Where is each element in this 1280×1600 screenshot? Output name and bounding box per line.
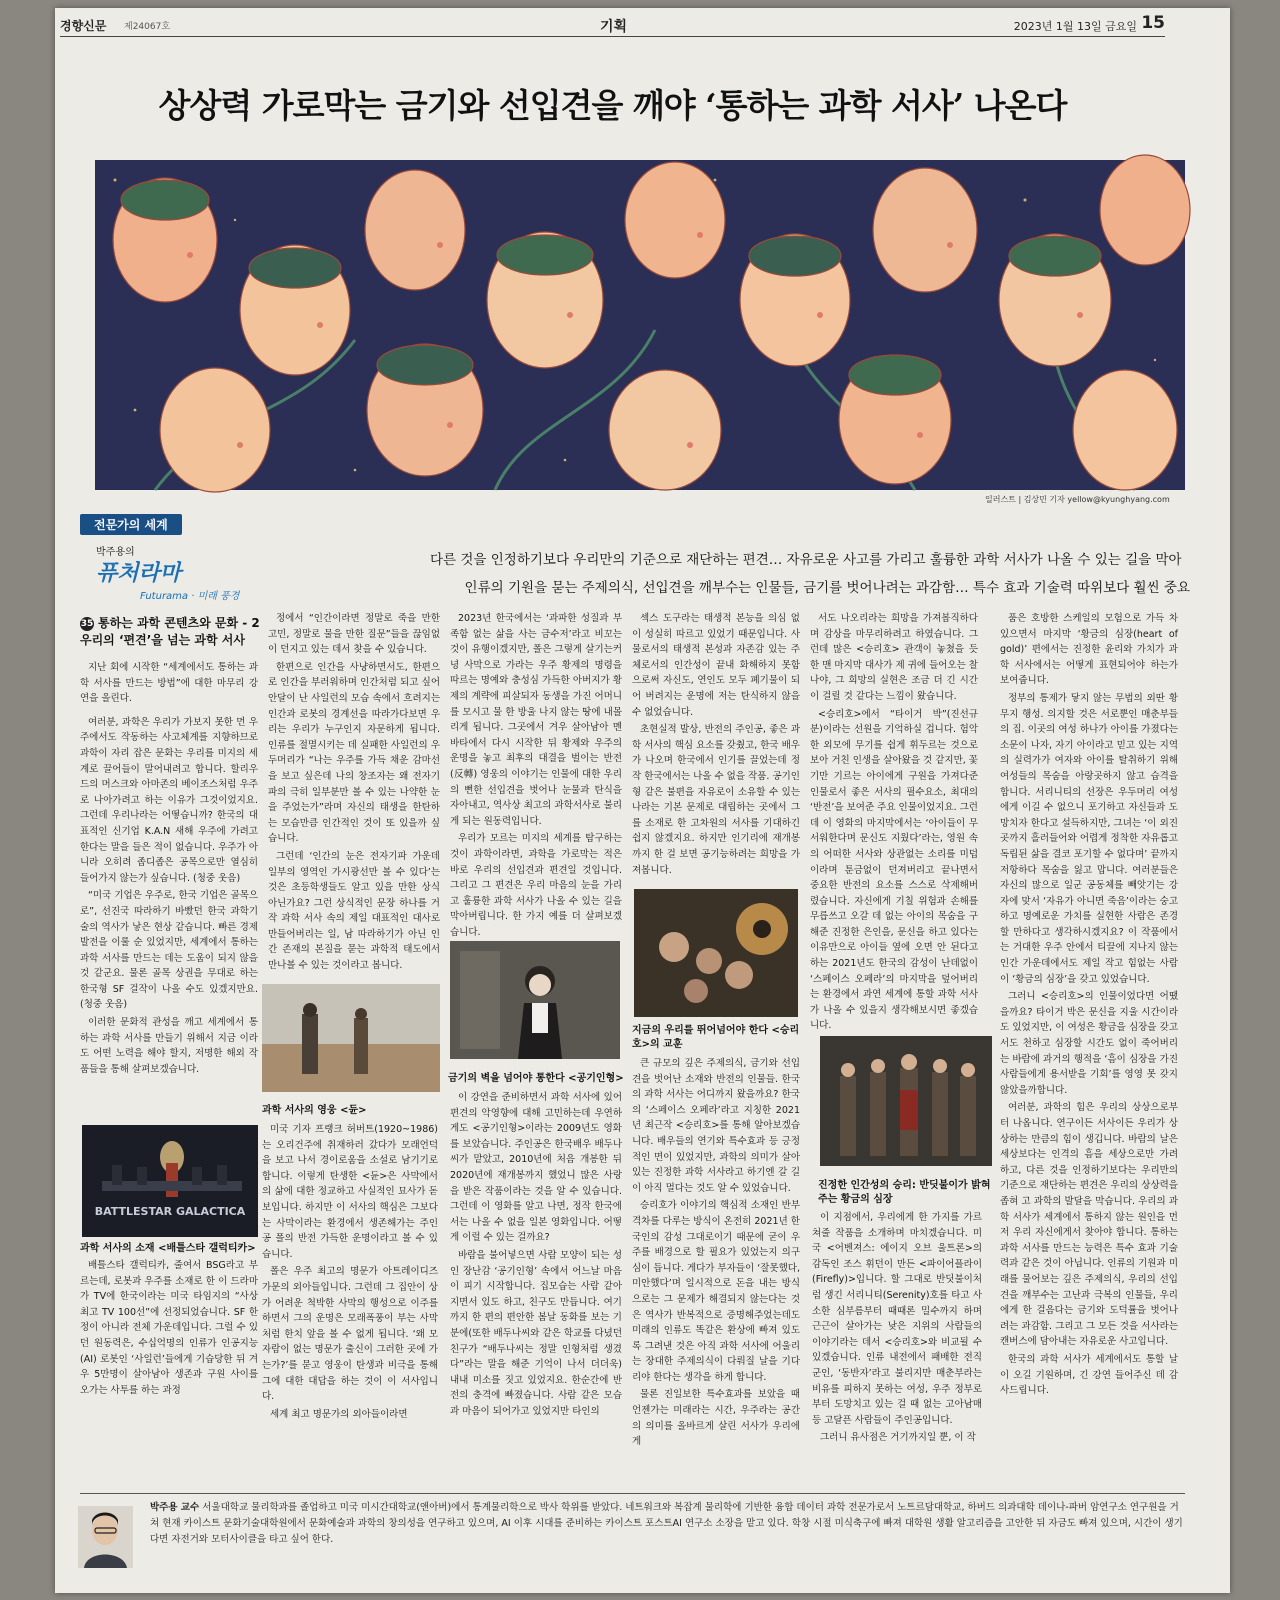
caption-space-sweepers: 지금의 우리를 뛰어넘어야 한다 <승리호>의 교훈: [632, 1025, 800, 1050]
article-column-2: [268, 611, 440, 971]
series-author: 박주용의: [96, 547, 135, 558]
series-title: 퓨처라마: [96, 561, 182, 586]
publish-date: 2023년 1월 13일 금요일: [1013, 20, 1137, 33]
issue-number: 제24067호: [124, 22, 171, 32]
article-column-3: [450, 611, 622, 938]
column-paragraph: <승리호>에서 “타이거 박”(진선규 분)이라는 선원을 기억하실 겁니다. 험악한 외모에 무기를 쉽게 휘두르는 것으로 보아 거친 인생을 살아왔을 것 같지만, 꽃기만 기르는 아이에게 구원을 가져다준 인물로서 좋은 서사의 필수요소, 최대의 ‘반전’을 보여준 주요 인물이었지요. 그런데 이 영화의 마지막에서는 ‘아이들이 무서워한다며 문신도 지웠다’라는, 영원 속의 어떠한 서사와 상관없는 소리를 미덥이라며 툰금없이 던져버리고 끝나면서 중요한 반전의 요소를 스스로 삭제해버렸습니다. 자신에게 기칠 위험과 손해를 무릅쓰고 오갈 데 없는 아이의 목숨을 구해준 진정한 은인을, 문신을 하고 있다는 이유만으로 아이들 옆에 오면 안 된다고 하는 2021년도 한국의 감성이 난데없이 ‘스페이스 오페라’의 마지막을 덮어버리는 환경에서 과연 세계에 통할 과학 서사가 나올 수 있을지 생각해보시면 좋겠습니다.: [810, 708, 978, 1032]
column-paragraph: 큰 규모의 깊은 주제의식, 금기와 선입견을 벗어난 소재와 반전의 인물들. 한국의 과학 서사는 어디까지 왔을까요? 한국의 ‘스페이스 오페라’라고 지칭한 2021년 최근작 <승리호>를 통해 알아보겠습니다. 배우들의 연기와 특수효과 등 긍정적인 면이 있었지만, 과학의 의미가 살아있는 진정한 과학 서사라고 하기엔 갈 길이 아직 멀다는 것도 알 수 있었습니다.: [632, 1058, 800, 1194]
column-paragraph: 한편으로 인간을 사냥하면서도, 한편으로 인간을 부러워하며 인간처럼 되고 싶어 안달이 난 사일런의 모습 속에서 흐려지는 인간과 로봇의 경계선을 따라가다보면 우리는 우리가 누구인지 자문하게 됩니다. 인류를 절멸시키는 데 실패한 사일런의 우두머리가 “나는 우주를 가득 채운 감마선을 보고 싶은데 나의 창조자는 왜 전자기파의 극히 일부분만 볼 수 있는 나약한 눈을 주었는가”라며 자신의 태생을 한탄하는 모습만큼 인간적인 것이 또 있을까 싶습니다.: [268, 661, 440, 845]
column-paragraph: 바람을 불어넣으면 사람 모양이 되는 성인 장난감 ‘공기인형’ 속에서 어느날 마음이 피기 시작합니다. 집모습는 사람 같아지면서 있도 하고, 친구도 만듭니다. 여기까지 한 편의 편안한 봄날 동화를 보는 기분에(또한 배두나씨와 같은 학교를 다녔던 친구가 “배두나씨는 정말 인형처럼 생겼다”라는 말을 해준 기억이 나서 더더욱) 내내 미소를 짓고 있었지요. 한순간에 반전의 충격에 빠졌습니다. 사람 같은 모습과 마음이 되어가고 있었지만 타인의: [450, 1249, 622, 1417]
series-label: 전문가의 세계: [80, 514, 182, 535]
article-column-3b: [450, 1090, 622, 1468]
column-paragraph: 여러분, 과학은 우리가 가보지 못한 먼 우주에서도 작동하는 사고체계를 지향하므로 과학이 자리 잡은 문화는 우리를 미지의 세계로 끌어들이 말어내려고 합니다. 할리우드의 머스크와 아마존의 베이조스처럼 우주로 나아가려고 하는 이유가 그것이었지요. 그런데 우리나라는 어떻습니까? 한국의 대표적인 신기업 K.A.N 새해 우주에 가려고 한다는 말을 들은 적이 없습니다. 우주가 아니라 오히려 좁디좁은 공목으로만 열심히 들어가지 않는가 싶습니다. (청중 웃음): [80, 716, 258, 884]
column-paragraph: 정에서 “인간이라면 정말로 죽을 만한 고민, 정말로 물을 만한 질문”들을 끊임없이 던지고 있는 데서 찾을 수 있습니다.: [268, 613, 440, 656]
author-name: 박주용 교수: [150, 1502, 200, 1513]
masthead: [60, 14, 1165, 37]
caption-firefly: 진정한 인간성의 승리: 반딧불이가 밝혀주는 황금의 심장: [818, 1180, 991, 1205]
column-paragraph: “미국 기업은 우주로, 한국 기업은 골목으로”, 선진국 따라하기 바빴던 한국 과학기술의 역사가 낳은 현상 같습니다. 빠른 경제 발전을 이룰 순 있었지만, 세계에서 통하는 과학 서사를 만드는 데는 도움이 되지 않을 것 같군요. 물론 골목 상권을 무대로 하는 한국형 SF 걸작이 나올 수도 있겠지만요. (청중 웃음): [80, 890, 258, 1011]
kicker-text: 통하는 과학 콘텐츠와 문화 - 2 우리의 ‘편견’을 넘는 과학 서사: [80, 616, 260, 647]
bio-divider: [80, 1493, 1185, 1494]
column-paragraph: 세계 최고 명문가의 외아들이라면: [270, 1408, 408, 1420]
photo-space-sweepers: [634, 889, 798, 1017]
column-paragraph: 그러니 유사점은 거기까지일 뿐, 이 작: [820, 1432, 976, 1444]
article-column-2b: [262, 1122, 438, 1468]
article-column-4: [632, 611, 800, 876]
photo-dune: [262, 984, 440, 1092]
caption-air-doll: 금기의 벽을 넘어야 통한다 <공기인형>: [448, 1073, 624, 1084]
column-paragraph: 물론 진일보한 특수효과를 보았을 때 언젠가는 미래라는 시간, 우주라는 공간의 의미를 올바르게 살린 서사가 우리에게: [632, 1389, 800, 1448]
page-number: 15: [1141, 13, 1165, 33]
series-logo: [80, 514, 260, 602]
photo-firefly: [820, 1036, 992, 1166]
column-paragraph: 품은 호방한 스케일의 모험으로 가득 차 있으면서 마지막 ‘황금의 심장(heart of gold)’ 편에서는 진정한 윤리와 가치가 과학 서사에서는 어떻게 표현되어야 하는가 보여줍니다.: [1000, 613, 1178, 687]
photo-air-doll: [450, 941, 620, 1059]
article-column-1b: [80, 1258, 258, 1468]
column-paragraph: 이러한 문화적 관성을 깨고 세계에서 통하는 과학 서사를 만들기 위해서 지금 이라도 어떤 노력을 해야 할지, 저명한 해외 작품들을 통해 살펴보겠습니다.: [80, 1017, 258, 1075]
deck-line-1: 다른 것을 인정하기보다 우리만의 기준으로 재단하는 편견… 자유로운 사고를 가리고 훌륭한 과학 서사가 나올 수 있는 길을 막아: [430, 552, 1182, 568]
headline: 상상력 가로막는 금기와 선입견을 깨야 ‘통하는 과학 서사’ 나온다: [158, 86, 1067, 125]
column-paragraph: 이 강연을 준비하면서 과학 서사에 있어 편견의 악영향에 대해 고민하는데 우연하게도 <공기인형>이라는 2009년도 영화를 보았습니다. 주인공은 한국배우 배두나씨가 맡았고, 2010년에 처음 개봉한 뒤 2020년에 재개봉까지 했었니 많은 사랑을 받은 작품이라는 것을 알 수 있습니다. 그런데 이 영화를 알고 나면, 정작 한국에서는 나올 수 없을 일본 영화입니다. 어떻게 이럴 수 있는 걸까요?: [450, 1092, 622, 1244]
deck-line-2: 인류의 기원을 묻는 주제의식, 선입견을 깨부수는 인물들, 금기를 벗어나려는 과감함… 특수 효과 기술력 따위보다 훨씬 중요: [464, 580, 1190, 596]
article-column-5b: [812, 1210, 982, 1468]
column-paragraph: 지난 회에 시작한 “세계에서도 통하는 과학 서사를 만드는 방법”에 대한 마무리 강연을 올린다.: [80, 662, 258, 705]
illustration-heads: [95, 160, 1185, 490]
caption-galactica: 과학 서사의 소재 <배틀스타 갤럭티카>: [80, 1243, 256, 1254]
column-paragraph: 2023년 한국에서는 ‘과파한 성질과 부족함 없는 삶을 사는 금수저’라고 비꼬는 것이 유행이겠지만, 폴은 그렇게 살기는커녕 사막으로 가라는 우주 황제의 명령을 따르는 명예와 충성심 가득한 아버지가 황제의 계략에 피살되자 동생을 가진 어머니를 모시고 물 한 방울 나지 않는 땅에 내몰리게 됩니다. 그곳에서 겨우 살아남아 멘바타에서 다시 시작한 뒤 황제와 우주의 운명을 놓고 최후의 대결을 벌이는 반전(反轉) 영웅의 이야기는 인물에 대한 우리의 뻔한 선입견을 벗어나 눈물과 탄식을 자아내고, 역사상 최고의 과학서사로 불리게 되는 원동력입니다.: [450, 613, 622, 827]
column-paragraph: 섹스 도구라는 태생적 본능을 의심 없이 성실히 따르고 있었기 때문입니다. 사물로서의 태생적 본성과 자존감 있는 주체로서의 인간성이 끝내 화해하지 못함으로써 자신도, 연인도 모두 폐기물이 되어 버려지는 운명에 저는 탄식하지 않을 수 없었습니다.: [632, 613, 800, 718]
deck-subheadline: [430, 546, 1190, 602]
column-paragraph: 폴은 우주 최고의 명문가 아트레이디즈 가문의 외아들입니다. 그런데 그 집안이 상가 어려운 척박한 사막의 행성으로 이주를 하면서 그의 운명은 모래폭풍이 부는 사막처럼 한치 앞을 볼 수 없게 됩니다. ‘왜 모자람이 없는 명문가 출신이 그러한 곳에 가는가?’를 묻고 영웅이 탄생과 비극을 통해 그에 대한 대답을 하는 것이 이 서사입니다.: [262, 1266, 438, 1403]
column-paragraph: 승리호가 이야기의 핵심적 소재인 반부격차를 다루는 방식이 온전히 2021년 한국인의 감성 그대로이기 때문에 굳이 우주를 배경으로 할 필요가 있었는지 의구심이 듭니다. 게다가 부자들이 ‘잘못했다, 미안했다’며 일시적으로 돈을 내는 방식으로는 그 문제가 해결되지 않는다는 것은 역사가 반복적으로 증명해주었는데도 미래의 인류도 똑같은 환상에 빠져 있도록 그려낸 것은 아직 과학 서사에 어울리는 장대한 주제의식이 다뤄질 날을 기다리야 한다는 생각을 하게 합니다.: [632, 1200, 800, 1383]
illustration-credit: 일러스트 | 김상민 기자 yellow@kyunghyang.com: [985, 495, 1170, 504]
article-column-5: [810, 611, 978, 1032]
article-column-1: [80, 660, 258, 1122]
article-column-6: [1000, 611, 1178, 1471]
column-paragraph: 우리가 모르는 미지의 세계를 탐구하는 것이 과학이라면, 과학을 가로막는 적은 바로 우리의 선입견과 편견일 것입니다. 그리고 그 편견은 우리 마음의 눈을 가리고 훌륭한 과학 서사가 나올 수 있는 길을 막아버립니다. 한 가지 예를 더 살펴보겠습니다.: [450, 833, 622, 938]
column-paragraph: 이 지점에서, 우리에게 한 가지를 가르쳐줄 작품을 소개하며 마치겠습니다. 미국 <어벤져스: 에이지 오브 울트론>의 감독인 조스 휘던이 만든 <파이어플라이(Firefly)>입니다. 할 그대로 반딧불이처럼 생긴 서리니티(Serenity)호를 타고 사소한 심부름부터 때때론 밀수까지 하며 근근이 살아가는 낮은 지위의 사람들의 이야기라는 데서 <승리호>와 비교될 수 있겠습니다. 인류 내전에서 패배한 전직 군인, ‘동반자’라고 불리지만 매춘부라는 비유를 피하지 못하는 여성, 우주 정부로부터 도망치고 있는 걸 때 없는 고아남매 등 고달픈 사람들이 주인공입니다.: [812, 1212, 982, 1426]
photo-battlestar-galactica: [82, 1125, 258, 1237]
episode-number: 35: [80, 619, 94, 629]
column-paragraph: 그러니 <승리호>의 인물이었다면 어땠을까요? 타이거 박은 문신을 지울 시간이라도 있었지만, 이 여성은 황금을 심장을 갖고서도 천하고 심장할 시간도 없이 죽어버리는 바람에 과거의 행적을 ‘흠이 심장을 가진 사람들에게 용서받을 기회’를 영영 못 갖지 않았을까합니다.: [1000, 991, 1178, 1096]
galactica-logo-text: BATTLESTAR GALACTICA: [94, 1205, 246, 1218]
section-label: 기획: [600, 19, 628, 35]
column-paragraph: 한국의 과학 서사가 세계에서도 통할 날이 오길 기원하며, 긴 강연 들어주신 데 감사드립니다.: [1000, 1353, 1178, 1397]
column-paragraph: 배틀스타 갤럭티카, 줄여서 BSG라고 부르는데, 로봇과 우주를 소재로 한 이 드라마가 TV에 한국이라는 미국 타임지의 “사상 최고 TV 100선”에 선정되었습니다. SF 한정이 아니라 전체 가운데입니다. 그럴 수 있던 원동력은, 수십억명의 인류가 인공지능(AI) 로봇인 ‘사일런’들에게 기습당한 뒤 겨우 5만명이 살아남아 생존과 구원 사이를 오가는 사투를 하는 과정: [80, 1260, 258, 1396]
author-bio: [150, 1500, 1185, 1548]
article-column-4b: [632, 1056, 800, 1468]
column-paragraph: 서도 나오리라는 희망을 가져봅직하다며 감상을 마무리하려고 하였습니다. 그런데 많은 <승리호> 관객이 놓쳤을 듯한 맨 마지막 대사가 제 귀에 들어오는 찰나야, 그 희망의 실현은 조금 더 긴 시간이 걸릴 것 같다는 느낌이 왔습니다.: [810, 613, 978, 702]
column-paragraph: 그런데 ‘인간의 눈은 전자기파 가운데 일부의 영역인 가시광선만 볼 수 있다’는 것은 초등학생들도 알고 있을 만한 상식 아닌가요? 그런 상식적인 문장 하나를 거작 과학 서사 속의 제일 대표적인 대사로 만들어버리는 일, 남 따라하기가 아닌 인간 존재의 본질을 묻는 과학적 태도에서 만나볼 수 있는 것이라고 봅니다.: [268, 850, 440, 972]
column-paragraph: 여러분, 과학의 힘은 우리의 상상으로부터 나옵니다. 연구이든 서사이든 우리가 상상하는 만큼의 힘이 생깁니다. 바람의 날은 세상보다는 인격의 흠을 세상으로만 가려 하고, 다른 것을 인정하기보다는 우리만의 기준으로 재단하는 편견은 우리의 상상력을 좁혀 고 과학의 발달을 막습니다. 우리의 과학 서사가 세계에서 통하지 않는 원인을 먼저 우리 자신에게서 찾아야 합니다. 통하는 과학 서사를 만드는 능력은 특수 효과 기술력과 같은 것이 아닙니다. 인류의 기원과 미래를 물어보는 깊은 주제의식, 우리의 선입견을 깨부수는 고난과 극복의 인물들, 우리에게 한 걸음다는 금기와 도덕률을 벗어나려는 과감함. 그리고 그 모든 것을 서사라는 캔버스에 담아내는 자유로운 사고입니다.: [1000, 1102, 1178, 1348]
author-portrait: [78, 1506, 133, 1568]
author-bio-text: 서울대학교 물리학과를 졸업하고 미국 미시간대학교(앤아버)에서 통계물리학으로 박사 학위를 받았다. 네트워크와 복잡계 물리학에 기반한 융합 데이터 과학 전문가로서 노트르담대학교, 하버드 의과대학 데이나-파버 암연구소 연구원을 거쳐 현재 카이스트 문화기술대학원에서 문화예술과 과학의 창의성을 연구하고 있으며, AI 이후 시대를 준비하는 카이스트 포스트AI 연구소 소장을 맡고 있다. 학창 시절 미식축구에 빠져 대학원 생활 알고리즘을 고안한 뒤 자금도 빠져 있으며, 시간이 생기다면 자전거와 모터사이클을 타고 싶어 한다.: [150, 1502, 1183, 1545]
column-paragraph: 초현실적 발상, 반전의 주인공, 좋은 과학 서사의 핵심 요소를 갖췄고, 한국 배우가 나오며 한국에서 인기를 끌었는데 정작 한국에서는 나올 수 없을 작품. 공기인형 같은 불편을 자유로이 소유할 수 있는 나라는 기본 문제로 대립하는 곳에서 그를 소재로 한 고차원의 서사를 기대하긴 쉽지 않겠지요. 하지만 인기리에 재개봉까지 한 걸 보면 공기능하려는 희망을 가져봅니다.: [632, 724, 800, 876]
caption-dune: 과학 서사의 영웅 <듄>: [262, 1105, 367, 1116]
column-paragraph: 정부의 통제가 닿지 않는 무법의 외딴 황무지 행성. 의지할 것은 서로뿐인 매춘부들의 집. 이곳의 여성 하나가 아이를 가졌다는 소문이 나자, 자기 아이라고 믿고 있는 지역의 실력가가 여자와 아이를 탈취하기 위해 여성들의 목숨을 아랑곳하지 않고 습격을 합니다. 서리니티의 선장은 우두머리 여성에게 이길 수 없으니 포기하고 자신들과 도망치자 한다고 설득하지만, 그녀는 ‘이 외진 곳까지 흘러들어와 어렵게 정착한 자유롭고 독립된 삶을 결코 포기할 수 없다며’ 끝까지 저항하다 목숨을 잃고 맙니다. 여러분들은 자신의 많으로 일군 공동체를 빼앗기는 강자에 맞서 ‘자유가 아니면 죽음’이라는 숭고하고 명예로운 가치를 실현한 사람은 존경할 만하다고 생각하시겠지요? 이 작품에서는 거대한 우주 안에서 티끌에 지나지 않는 인간 가운데에서도 제일 작고 힘없는 사람이 ‘황금의 심장’을 갖고 있었습니다.: [1000, 692, 1178, 985]
column-paragraph: 미국 기자 프랭크 허버트(1920~1986)는 오리건주에 취재하러 갔다가 모래언덕을 보고 나서 경이로움을 소설로 남기기로 합니다. 이렇게 탄생한 <듄>은 사막에서의 삶에 대한 정교하고 사실적인 묘사가 돋보입니다. 하지만 이 서사의 핵심은 그보다는 사막이라는 환경에서 생존해가는 주인공 폴의 반전 가득한 운명이라고 볼 수 있습니다.: [262, 1124, 438, 1260]
article-kicker: [80, 615, 265, 649]
newspaper-name: 경향신문: [60, 19, 107, 33]
series-subtitle: Futurama · 미래 풍경: [140, 591, 240, 602]
